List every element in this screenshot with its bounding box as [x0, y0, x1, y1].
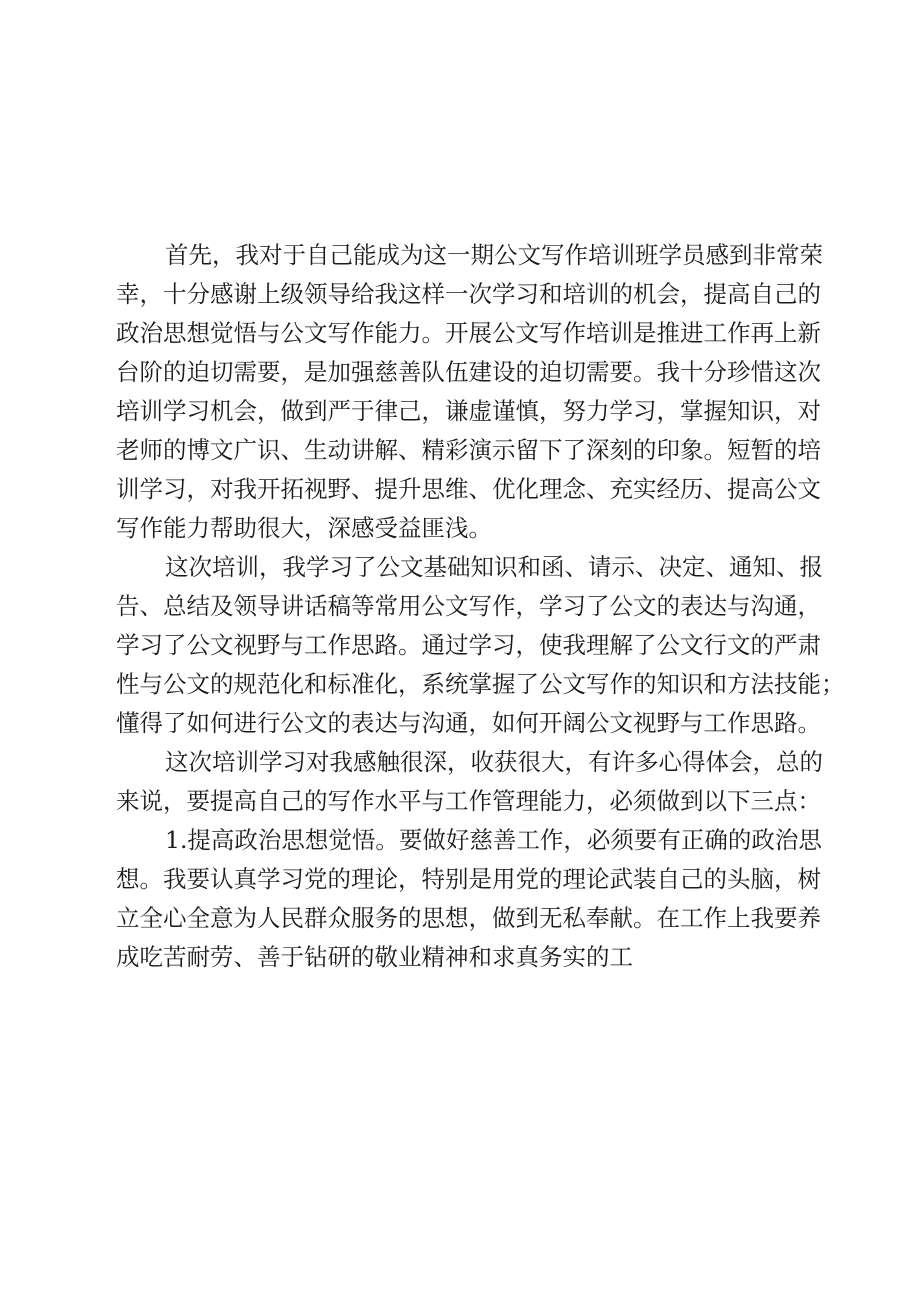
text-line: 首先，我对于自己能成为这一期公文写作培训班学员感到非常荣 — [165, 241, 823, 269]
text-line: 告、总结及领导讲话稿等常用公文写作，学习了公文的表达与沟通， — [116, 592, 821, 620]
text-line: 想。我要认真学习党的理论，特别是用党的理论武装自己的头脑，树 — [116, 865, 821, 893]
text-line: 这次培训，我学习了公文基础知识和函、请示、决定、通知、报 — [165, 553, 823, 581]
text-line: 性与公文的规范化和标准化，系统掌握了公文写作的知识和方法技能； — [116, 670, 845, 698]
paragraph-3 — [116, 743, 823, 821]
text-line: 1.提高政治思想觉悟。要做好慈善工作，必须要有正确的政治思 — [165, 826, 822, 854]
text-line: 成吃苦耐劳、善于钻研的敬业精神和求真务实的工 — [116, 943, 633, 971]
text-line: 立全心全意为人民群众服务的思想，做到无私奉献。在工作上我要养 — [116, 904, 821, 932]
paragraph-2 — [116, 548, 845, 743]
text-line: 训学习，对我开拓视野、提升思维、优化理念、充实经历、提高公文 — [116, 475, 821, 503]
text-line: 培训学习机会，做到严于律己，谦虚谨慎，努力学习，掌握知识，对 — [116, 397, 821, 425]
paragraph-1 — [116, 236, 823, 548]
text-line: 台阶的迫切需要，是加强慈善队伍建设的迫切需要。我十分珍惜这次 — [116, 358, 821, 386]
text-line: 懂得了如何进行公文的表达与沟通，如何开阔公文视野与工作思路。 — [116, 709, 821, 737]
text-line: 来说，要提高自己的写作水平与工作管理能力，必须做到以下三点： — [116, 787, 821, 815]
text-line: 幸，十分感谢上级领导给我这样一次学习和培训的机会，提高自己的 — [116, 280, 821, 308]
paragraph-4 — [116, 821, 822, 977]
text-line: 老师的博文广识、生动讲解、精彩演示留下了深刻的印象。短暂的培 — [116, 436, 821, 464]
text-line: 政治思想觉悟与公文写作能力。开展公文写作培训是推进工作再上新 — [116, 319, 821, 347]
text-line: 学习了公文视野与工作思路。通过学习，使我理解了公文行文的严肃 — [116, 631, 821, 659]
text-line: 写作能力帮助很大，深感受益匪浅。 — [116, 514, 492, 542]
text-line: 这次培训学习对我感触很深，收获很大，有许多心得体会，总的 — [165, 748, 823, 776]
document-body — [116, 236, 845, 977]
